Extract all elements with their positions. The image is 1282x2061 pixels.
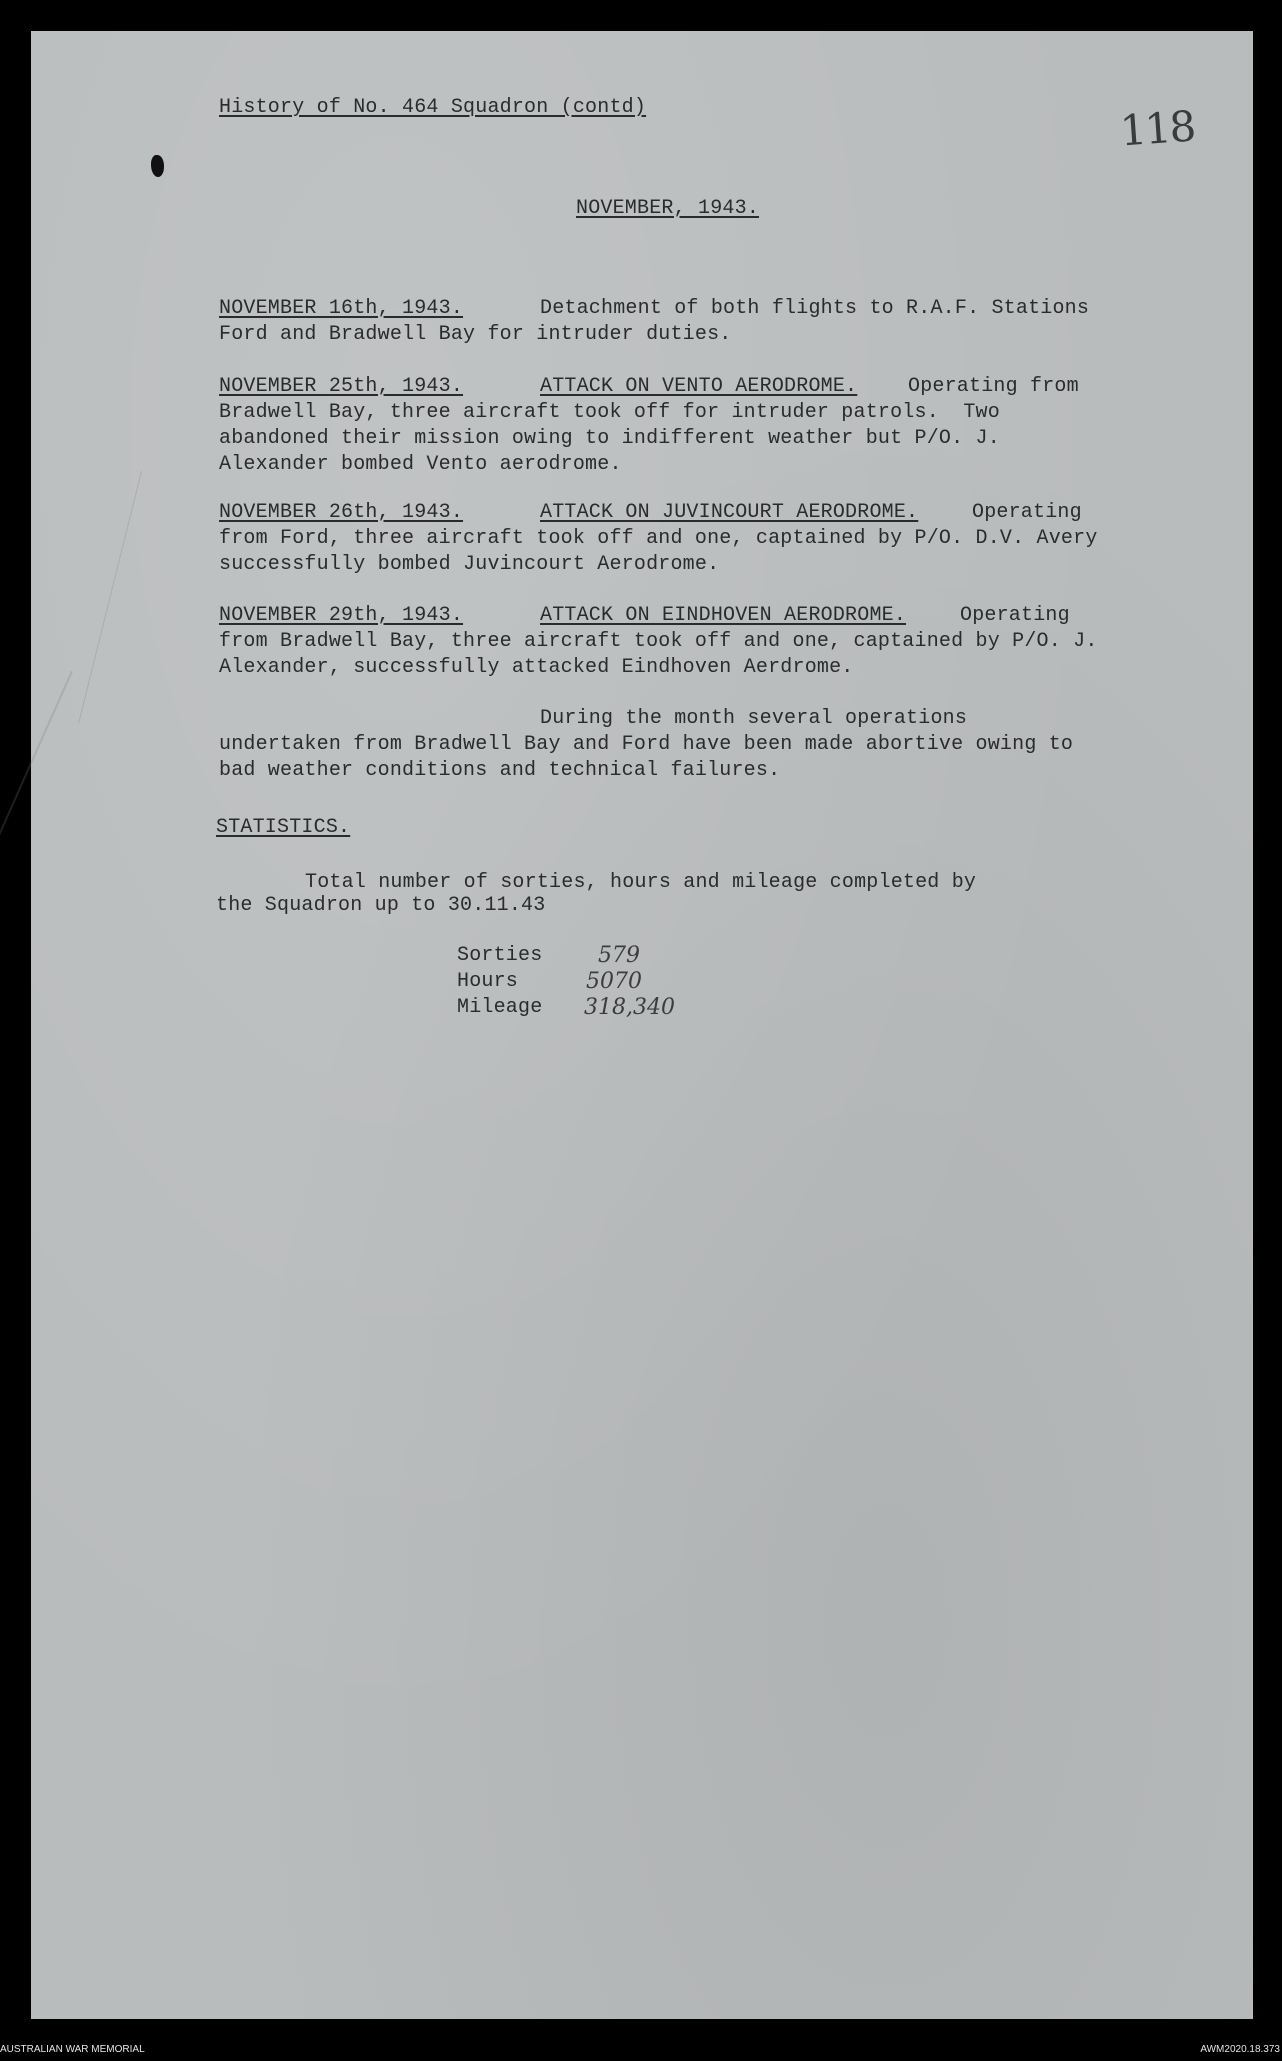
entry-date: NOVEMBER 16th, 1943.	[219, 297, 464, 320]
paper-crease	[78, 471, 142, 724]
entry-heading: ATTACK ON VENTO AERODROME.	[540, 375, 858, 398]
entry-text: abandoned their mission owing to indifferent weather but P/O. J.	[219, 427, 1000, 450]
ink-mark	[151, 155, 164, 177]
entry-heading: ATTACK ON JUVINCOURT AERODROME.	[540, 501, 919, 524]
statistics-label-hours: Hours	[457, 970, 519, 993]
statistics-value-sorties: 579	[598, 943, 640, 968]
paper-crease	[0, 671, 73, 982]
entry-text: Bradwell Bay, three aircraft took off for intruder patrols. Two	[219, 401, 1000, 424]
summary-text: undertaken from Bradwell Bay and Ford have been made abortive owing to	[219, 733, 1074, 756]
entry-text: successfully bombed Juvincourt Aerodrome.	[219, 553, 720, 576]
entry-text: from Bradwell Bay, three aircraft took off and one, captained by P/O. J.	[219, 630, 1098, 653]
footer-institution: AUSTRALIAN WAR MEMORIAL	[0, 2044, 145, 2055]
entry-heading: ATTACK ON EINDHOVEN AERODROME.	[540, 604, 907, 627]
statistics-heading: STATISTICS.	[216, 816, 351, 839]
entry-date: NOVEMBER 26th, 1943.	[219, 501, 464, 524]
statistics-value-hours: 5070	[586, 969, 642, 994]
document-header: History of No. 464 Squadron (contd)	[219, 96, 647, 119]
statistics-intro: the Squadron up to 30.11.43	[216, 894, 546, 917]
month-title: NOVEMBER, 1943.	[576, 197, 760, 220]
statistics-value-mileage: 318,340	[584, 995, 675, 1020]
entry-text: Alexander bombed Vento aerodrome.	[219, 453, 622, 476]
statistics-label-mileage: Mileage	[457, 996, 543, 1019]
entry-text: Operating	[960, 604, 1070, 627]
entry-date: NOVEMBER 29th, 1943.	[219, 604, 464, 627]
entry-text: Operating from	[908, 375, 1079, 398]
footer-accession-number: AWM2020.18.373	[1200, 2044, 1280, 2055]
entry-text: Alexander, successfully attacked Eindhoven Aerdrome.	[219, 656, 854, 679]
handwritten-page-number: 118	[1118, 101, 1196, 156]
statistics-intro: Total number of sorties, hours and mileage completed by	[305, 871, 977, 894]
entry-text: Ford and Bradwell Bay for intruder duties.	[219, 323, 732, 346]
entry-text: Operating	[972, 501, 1082, 524]
summary-text: During the month several operations	[540, 707, 968, 730]
summary-text: bad weather conditions and technical failures.	[219, 759, 781, 782]
entry-date: NOVEMBER 25th, 1943.	[219, 375, 464, 398]
statistics-label-sorties: Sorties	[457, 944, 543, 967]
entry-text: Detachment of both flights to R.A.F. Stations	[540, 297, 1090, 320]
entry-text: from Ford, three aircraft took off and one, captained by P/O. D.V. Avery	[219, 527, 1098, 550]
